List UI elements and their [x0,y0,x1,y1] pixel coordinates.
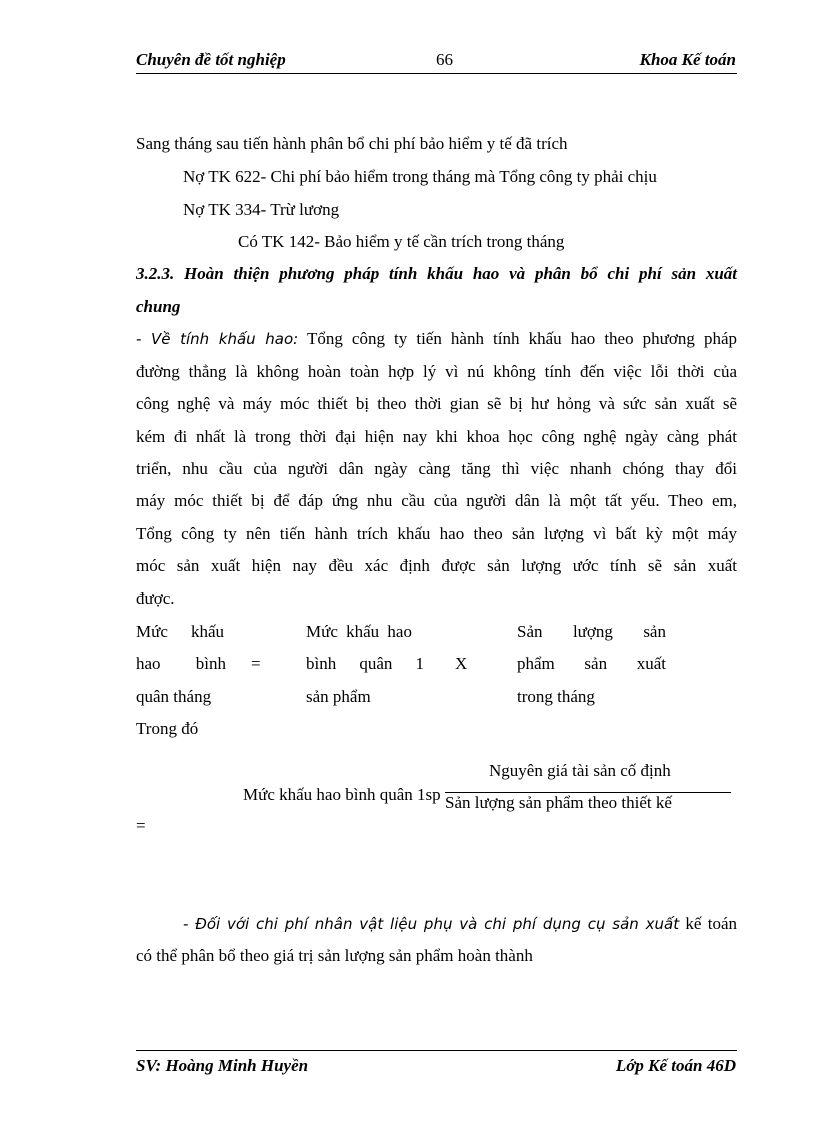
formula-c1: Sản lượng sản [517,622,666,641]
paragraph-1-line-2: đường thẳng là không hoàn toàn hợp lý vì nú không tính đến việc lỗi thời của [136,362,737,381]
footer-rule [136,1050,737,1051]
paragraph-1-line-8: móc sản xuất hiện nay đều xác định được sản lượng ước tính sẽ sản xuất [136,556,737,575]
header-right: Khoa Kế toán [639,50,736,69]
header-rule [136,73,737,74]
line-4: Có TK 142- Bảo hiểm y tế cần trích trong tháng [238,232,565,251]
line-3: Nợ TK 334- Trừ lương [183,200,340,219]
line-2: Nợ TK 622- Chi phí bảo hiểm trong tháng mà Tổng công ty phải chịu [183,167,657,186]
footer-left: SV: Hoàng Minh Huyền [136,1056,309,1075]
page-number: 66 [436,50,453,69]
formula-c2: phẩm sản xuất [517,654,666,673]
paragraph-1-line-3: công nghệ và máy móc thiết bị theo thời gian sẽ bị hư hỏng và sức sản xuất sẽ [136,394,737,413]
paragraph-2-line-2: có thể phân bổ theo giá trị sản lượng sản phẩm hoàn thành [136,946,533,965]
paragraph-1-lead: - Về tính khấu hao: [136,330,299,348]
formula-b3: sản phẩm [306,687,371,706]
formula-a3: quân tháng [136,687,212,706]
formula-equals: = [251,654,261,673]
trong-do: Trong đó [136,719,199,738]
section-heading-line-2: chung [136,297,181,316]
line-1: Sang tháng sau tiến hành phân bổ chi phí bảo hiểm y tế đã trích [136,134,568,153]
fraction-denominator: Sản lượng sản phẩm theo thiết kế [445,793,672,812]
paragraph-2-line-1: - Đối với chi phí nhân vật liệu phụ và chi phí dụng cụ sản xuất kế toán [183,914,737,933]
paragraph-1-line-4: kém đi nhất là trong thời đại hiện nay khi khoa học công nghệ ngày càng phát [136,427,737,446]
fraction-equals: = [136,816,146,835]
fraction-label: Mức khấu hao bình quân 1sp [243,785,441,804]
paragraph-1-line-7: Tổng công ty nên tiến hành trích khấu hao theo sản lượng vì bất kỳ một máy [136,524,737,543]
header-left: Chuyên đề tốt nghiệp [136,50,286,69]
formula-times: X [455,654,468,673]
paragraph-1-line-9: được. [136,589,175,608]
formula-a2: hao bình [136,654,226,673]
paragraph-2-lead: - Đối với chi phí nhân vật liệu phụ và chi phí dụng cụ sản xuất [183,915,680,933]
fraction-numerator: Nguyên giá tài sản cố định [489,761,671,780]
formula-a1: Mức khấu [136,622,224,641]
formula-b2: bình quân 1 [306,654,424,673]
paragraph-1-line-6: máy móc thiết bị để đáp ứng nhu cầu của người dân là một tất yếu. Theo em, [136,491,737,510]
formula-b1: Mức khấu hao [306,622,412,641]
footer-right: Lớp Kế toán 46D [615,1056,736,1075]
formula-c3: trong tháng [517,687,595,706]
section-heading-line-1: 3.2.3. Hoàn thiện phương pháp tính khấu hao và phân bổ chi phí sản xuất [136,264,737,283]
paragraph-1-line-5: triển, nhu cầu của người dân ngày càng tăng thì việc nhanh chóng thay đổi [136,459,737,478]
paragraph-1-line-1: - Về tính khấu hao: Tổng công ty tiến hành tính khấu hao theo phương pháp [136,329,738,348]
